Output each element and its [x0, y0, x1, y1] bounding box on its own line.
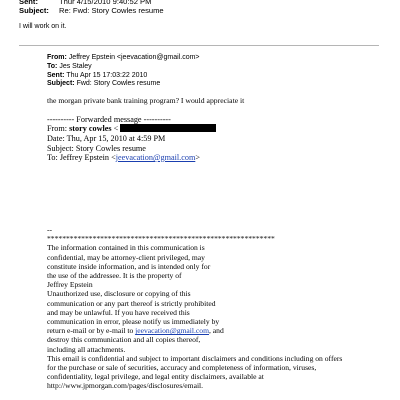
disclaimer-line: The information contained in this communication is [47, 243, 205, 253]
disclaimer-return-line [47, 326, 387, 335]
disclaimer-line: constitute inside information, and is intended only for [47, 261, 211, 271]
disclaimer-line: the use of the addressee. It is the property of [47, 271, 182, 281]
disclaimer-line: including all attachments. [47, 344, 126, 354]
redaction-bar [120, 124, 216, 132]
disclaimer-line: communication or any part thereof is strictly prohibited [47, 298, 216, 308]
forwarded-to-suffix: > [195, 153, 200, 162]
forwarded-to-row [47, 153, 200, 163]
orig-subject-value: Fwd: Story Cowles resume [76, 80, 161, 87]
reply-sent-label: Sent: [19, 0, 38, 6]
header-divider [19, 45, 379, 46]
orig-from-value: Jeffrey Epstein <jeevacation@gmail.com> [68, 54, 200, 61]
disclaimer-dashes: -- [47, 225, 53, 234]
orig-sent-label: Sent: [47, 72, 65, 79]
disclaimer-stars: ************************************************************ [47, 234, 275, 244]
forwarded-from-label: From: [47, 124, 68, 133]
orig-to-row [47, 63, 92, 71]
disclaimer-line: for the purchase or sale of securities, accuracy and completeness of information, viruses, [47, 363, 317, 373]
orig-to-value: Jes Staley [59, 63, 92, 70]
disclaimer-line: and may be unlawful. If you have received this [47, 307, 190, 317]
disclaimer-line: confidential, may be attorney-client privileged, may [47, 252, 205, 262]
reply-sent-value: Thur 4/15/2010 9:40:52 PM [59, 0, 152, 6]
forwarded-from-row [47, 124, 216, 134]
disclaimer-line: communication in error, please notify us immediately by [47, 317, 220, 327]
disclaimer-line: http://www.jpmorgan.com/pages/disclosures/email. [47, 381, 204, 391]
forwarded-divider: ---------- Forwarded message ---------- [47, 115, 171, 124]
disclaimer-line: destroy this communication and all copies thereof, [47, 335, 201, 345]
forwarded-subject: Subject: Story Cowles resume [47, 144, 146, 153]
orig-subject-label: Subject: [47, 80, 75, 87]
disclaimer-line: Unauthorized use, disclosure or copying of this [47, 289, 191, 299]
reply-subject-row [19, 6, 164, 15]
disclaimer-line: Jeffrey Epstein [47, 280, 93, 290]
disclaimer-line: This email is confidential and subject to important disclaimers and conditions including on offers [47, 353, 343, 363]
orig-subject-row [47, 80, 160, 88]
disclaimer-block [47, 225, 387, 391]
forwarded-to-email-link[interactable]: jeevacation@gmail.com [115, 153, 196, 162]
disclaimer-return-suffix: , and [208, 326, 224, 336]
forwarded-date: Date: Thu, Apr 15, 2010 at 4:59 PM [47, 134, 166, 143]
reply-subject-value: Re: Fwd: Story Cowles resume [59, 6, 164, 15]
orig-to-label: To: [47, 63, 58, 70]
orig-from-label: From: [47, 54, 67, 61]
disclaimer-line: confidentiality, legal privilege, and legal entity disclaimers, available at [47, 372, 264, 382]
forwarded-to-prefix: To: Jeffrey Epstein < [47, 153, 116, 162]
orig-body: the morgan private bank training program? I would appreciate it [47, 96, 245, 105]
orig-sent-value: Thu Apr 15 17:03:22 2010 [66, 72, 148, 79]
orig-from-row [47, 54, 200, 62]
forwarded-from-angle: < [113, 124, 119, 133]
reply-subject-label: Subject: [19, 6, 49, 15]
disclaimer-email-link[interactable]: jeevacation@gmail.com [135, 326, 209, 336]
reply-body: I will work on it. [19, 23, 67, 30]
disclaimer-return-prefix: return e-mail or by e-mail to [47, 326, 136, 336]
forwarded-from-name: story cowles [69, 124, 112, 133]
